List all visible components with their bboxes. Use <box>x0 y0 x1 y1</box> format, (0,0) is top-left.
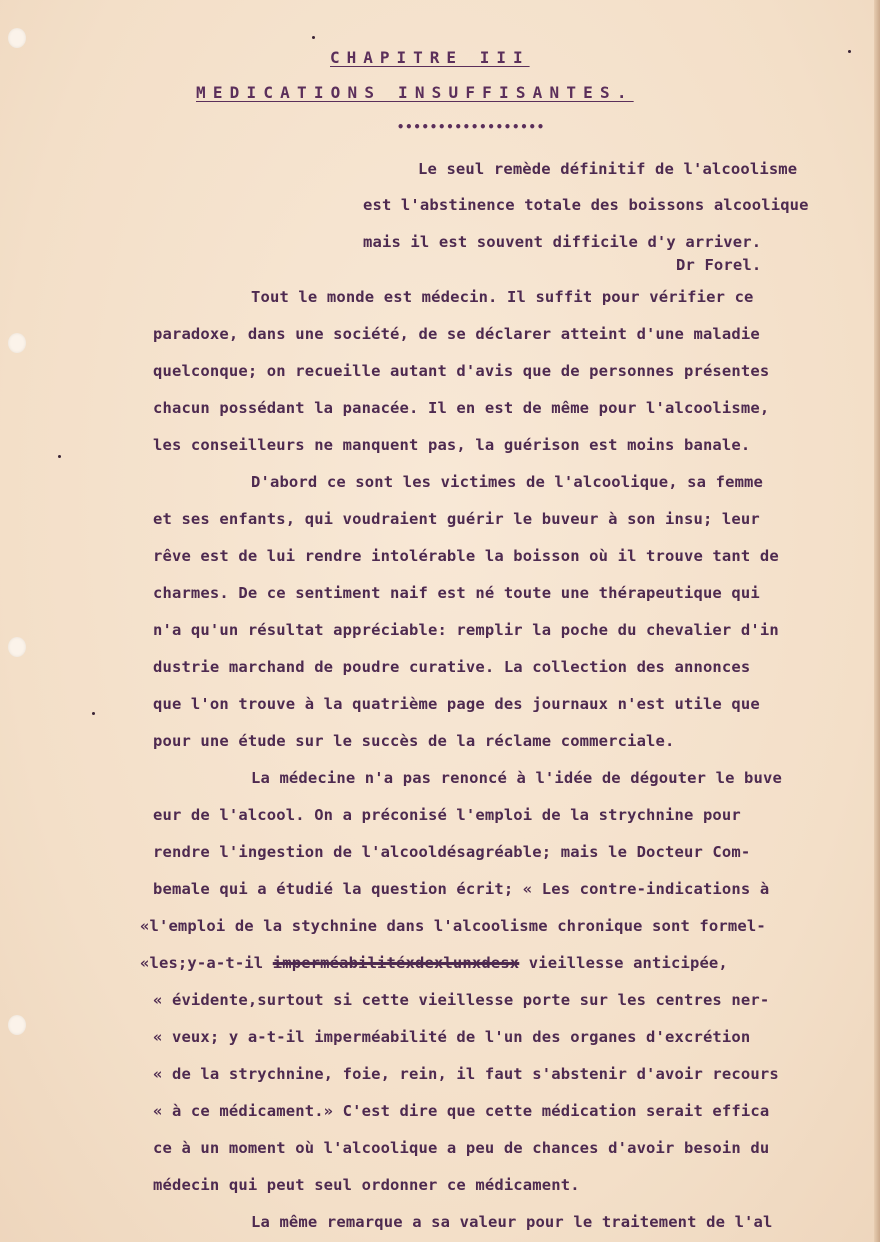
text-line-with-strikeout <box>140 954 728 972</box>
punch-hole <box>8 28 26 48</box>
text-line: La médecine n'a pas renoncé à l'idée de dégouter le buve <box>251 769 782 787</box>
text-line: les conseilleurs ne manquent pas, la guérison est moins banale. <box>153 436 751 454</box>
text-line: pour une étude sur le succès de la réclame commerciale. <box>153 732 675 750</box>
text-line: « évidente,surtout si cette vieillesse porte sur les centres ner- <box>153 991 770 1009</box>
text-line: eur de l'alcool. On a préconisé l'emploi de la strychnine pour <box>153 806 741 824</box>
text-line: bemale qui a étudié la question écrit; « Les contre-indications à <box>153 880 770 898</box>
chapter-title: MEDICATIONS INSUFFISANTES. <box>196 83 634 102</box>
epigraph-line: est l'abstinence totale des boissons alcoolique <box>363 196 809 214</box>
text-line: « veux; y a-t-il imperméabilité de l'un des organes d'excrétion <box>153 1028 751 1046</box>
text-line: n'a qu'un résultat appréciable: remplir la poche du chevalier d'in <box>153 621 779 639</box>
ink-speck <box>58 455 61 458</box>
text-line: « de la strychnine, foie, rein, il faut s'abstenir d'avoir recours <box>153 1065 779 1083</box>
text-line: ce à un moment où l'alcoolique a peu de chances d'avoir besoin du <box>153 1139 770 1157</box>
text-fragment: vieillesse anticipée, <box>528 954 728 972</box>
text-line: quelconque; on recueille autant d'avis que de personnes présentes <box>153 362 770 380</box>
epigraph-line: Le seul remède définitif de l'alcoolisme <box>418 160 798 178</box>
text-line: médecin qui peut seul ordonner ce médicament. <box>153 1176 580 1194</box>
chapter-heading: CHAPITRE III <box>330 48 530 67</box>
text-line: La même remarque a sa valeur pour le traitement de l'al <box>251 1213 773 1231</box>
page-edge <box>874 0 880 1242</box>
text-line: «l'emploi de la stychnine dans l'alcoolisme chronique sont formel- <box>140 917 766 935</box>
punch-hole <box>8 1015 26 1035</box>
text-line: Tout le monde est médecin. Il suffit pour vérifier ce <box>251 288 754 306</box>
title-separator: •••••••••••••••••• <box>397 120 546 134</box>
punch-hole <box>8 333 26 353</box>
struck-out-text: imperméabilitéxdexlunxdesx <box>272 954 520 972</box>
text-line: dustrie marchand de poudre curative. La collection des annonces <box>153 658 751 676</box>
ink-speck <box>92 712 95 715</box>
epigraph-line: mais il est souvent difficile d'y arriver. <box>363 233 762 251</box>
text-line: chacun possédant la panacée. Il en est de même pour l'alcoolisme, <box>153 399 770 417</box>
text-line: paradoxe, dans une société, de se déclarer atteint d'une maladie <box>153 325 760 343</box>
ink-speck <box>312 36 315 39</box>
text-line: « à ce médicament.» C'est dire que cette médication serait effica <box>153 1102 770 1120</box>
text-line: rêve est de lui rendre intolérable la boisson où il trouve tant de <box>153 547 779 565</box>
text-line: et ses enfants, qui voudraient guérir le buveur à son insu; leur <box>153 510 760 528</box>
epigraph-author: Dr Forel. <box>676 256 762 274</box>
text-line: que l'on trouve à la quatrième page des journaux n'est utile que <box>153 695 760 713</box>
punch-hole <box>8 637 26 657</box>
text-line: charmes. De ce sentiment naif est né toute une thérapeutique qui <box>153 584 760 602</box>
text-line: D'abord ce sont les victimes de l'alcoolique, sa femme <box>251 473 764 491</box>
ink-speck <box>848 50 851 53</box>
text-line: rendre l'ingestion de l'alcooldésagréable; mais le Docteur Com- <box>153 843 751 861</box>
text-fragment: «les;y-a-t-il <box>140 954 264 972</box>
